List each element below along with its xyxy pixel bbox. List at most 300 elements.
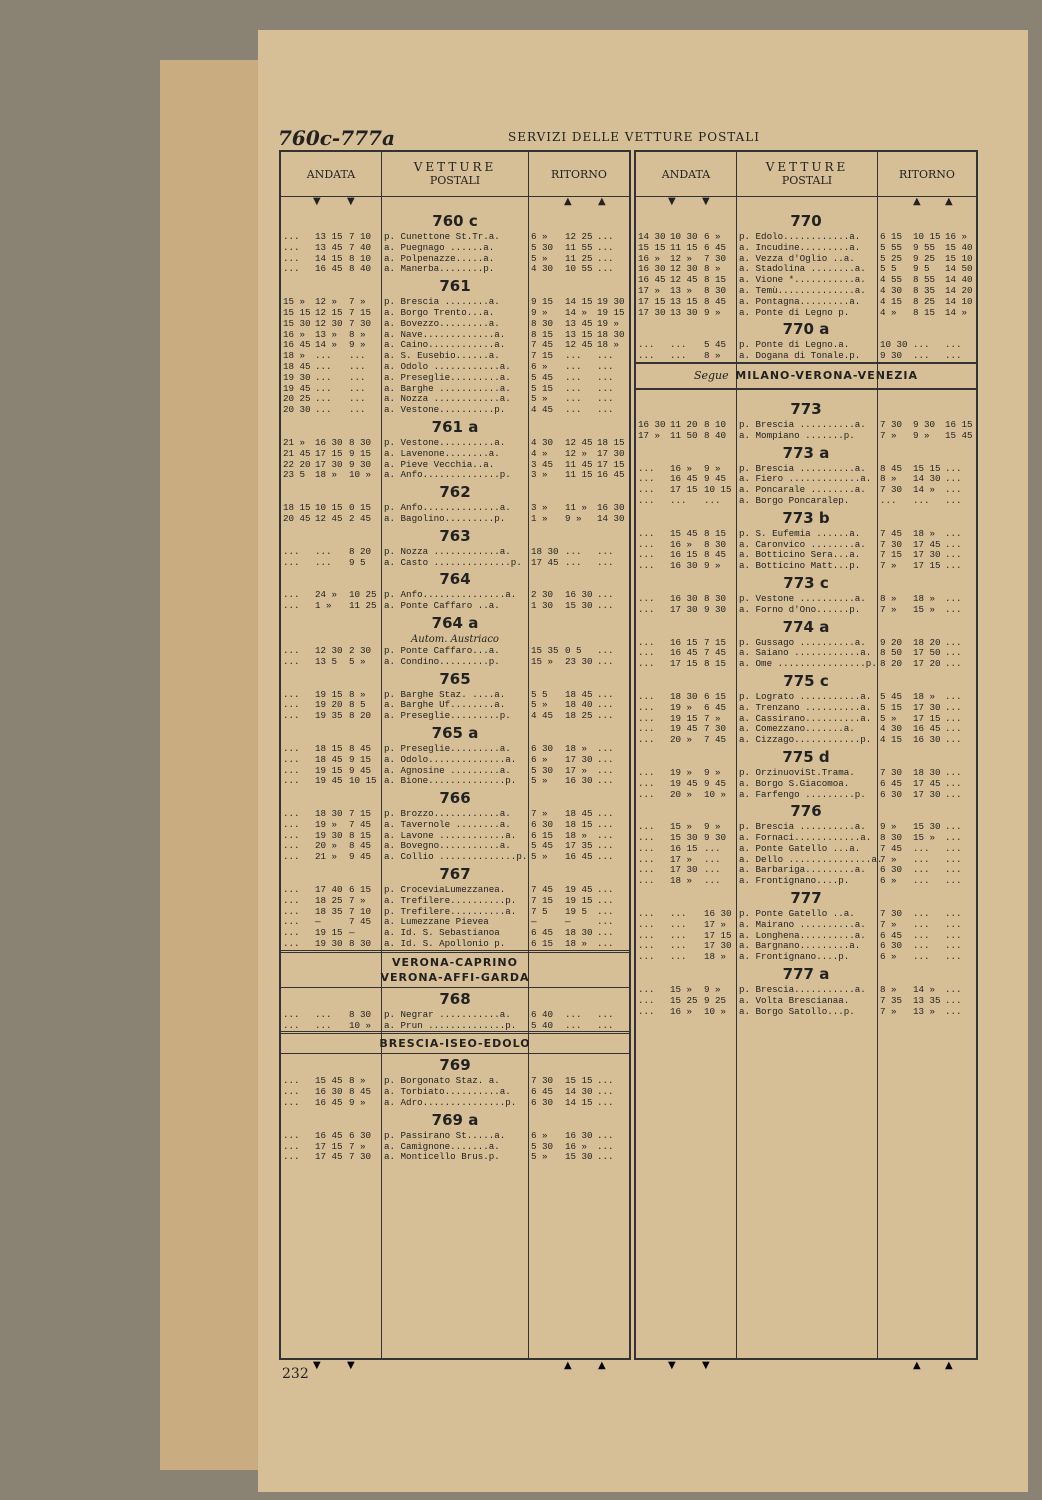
page-title: SERVIZI DELLE VETTURE POSTALI	[508, 130, 761, 144]
ritorno-time: 17 20	[913, 658, 941, 670]
andata-time: 7 15	[349, 808, 372, 820]
line-section-title: VERONA-CAPRINO	[392, 955, 518, 969]
ritorno-time: 6 30	[531, 1097, 554, 1109]
station-name: a. Fornaci............a.	[739, 832, 872, 844]
andata-time: ...	[283, 840, 300, 852]
ritorno-time: ...	[597, 350, 614, 362]
ritorno-time: ...	[597, 884, 614, 896]
station-name: a. Volta Brescianaa.	[739, 994, 850, 1006]
andata-time: ...	[638, 462, 655, 474]
ritorno-time: 6 45	[880, 929, 903, 941]
andata-time: 13 15	[315, 231, 343, 242]
station-name: a. Vione *...........a.	[739, 274, 866, 286]
andata-time: 18 25	[315, 894, 343, 906]
station-name: a. Id. S. Apollonio p.	[384, 938, 506, 950]
ritorno-time: ...	[597, 1075, 614, 1087]
andata-time: 0 15	[349, 502, 372, 514]
ritorno-time: 14 50	[945, 263, 973, 275]
ritorno-time: 4 30	[880, 723, 903, 735]
andata-time: ...	[349, 404, 366, 416]
timetable-row	[281, 776, 629, 787]
route-number: 765 a	[431, 723, 479, 742]
andata-time: 7 15	[349, 306, 372, 318]
andata-time: 7 45	[704, 647, 727, 659]
down-arrow-icon: ▼	[702, 196, 710, 207]
andata-time: ...	[283, 699, 300, 711]
station-name: a. Prun ..............p.	[384, 1019, 517, 1031]
andata-time: 16 15	[670, 842, 698, 854]
andata-time: ...	[638, 494, 655, 506]
andata-time: 20 »	[670, 788, 693, 800]
ritorno-time: ...	[565, 1019, 582, 1031]
andata-time: 20 30	[283, 404, 311, 416]
ritorno-time: 15 »	[531, 655, 554, 667]
ritorno-time: 17 30	[913, 788, 941, 800]
andata-time: 13 15	[670, 295, 698, 307]
andata-time: 9 5	[349, 556, 366, 568]
andata-time: ...	[283, 905, 300, 917]
route-number: 761 a	[431, 417, 479, 436]
timetable-row	[636, 243, 976, 254]
andata-time: 12 30	[315, 317, 343, 329]
timetable-row	[636, 308, 976, 319]
station-name: p. Vestone ..........a.	[739, 592, 866, 604]
ritorno-time: ...	[597, 894, 614, 906]
andata-time: ...	[283, 938, 300, 950]
andata-time: 17 30	[638, 306, 666, 318]
andata-time: 13 »	[315, 328, 338, 340]
andata-time: ...	[283, 829, 300, 841]
ritorno-time: 14 10	[945, 295, 973, 307]
line-section-heading	[281, 950, 629, 988]
andata-time: 13 »	[670, 284, 693, 296]
andata-time: ...	[638, 940, 655, 952]
ritorno-time: 5 15	[531, 382, 554, 394]
andata-time: 16 »	[670, 462, 693, 474]
station-name: p. Anfo...............a.	[384, 589, 517, 601]
andata-time: 18 »	[315, 469, 338, 481]
andata-time: 19 »	[670, 766, 693, 778]
down-arrow-icon: ▼	[347, 1360, 355, 1371]
col-postali-label: POSTALI	[429, 174, 481, 187]
andata-time: 12 30	[315, 644, 343, 656]
andata-time: ...	[638, 690, 655, 702]
col-andata	[281, 152, 381, 196]
ritorno-time: 7 15	[880, 549, 903, 561]
andata-time: ...	[283, 556, 300, 568]
ritorno-time: 6 »	[531, 231, 548, 242]
ritorno-time: ...	[913, 350, 930, 362]
station-name: p. OrzinuoviSt.Trama.	[739, 766, 855, 778]
andata-time: 17 15	[670, 658, 698, 670]
ritorno-time: ...	[597, 916, 614, 928]
ritorno-time: ...	[597, 699, 614, 711]
col-ritorno	[878, 152, 976, 196]
ritorno-time: ...	[945, 853, 962, 865]
ritorno-time: 13 35	[913, 994, 941, 1006]
timetable-row	[281, 449, 629, 460]
andata-time: 19 45	[670, 723, 698, 735]
ritorno-time: 6 15	[531, 938, 554, 950]
ritorno-time: ...	[565, 404, 582, 416]
andata-time: ...	[638, 549, 655, 561]
timetable-row	[636, 876, 976, 887]
ritorno-time: ...	[945, 832, 962, 844]
andata-time: 17 »	[638, 284, 661, 296]
ritorno-time: 5 »	[531, 699, 548, 711]
andata-time: ...	[283, 545, 300, 557]
ritorno-time: 15 »	[913, 603, 936, 615]
ritorno-time: 6 15	[531, 829, 554, 841]
andata-time: 13 5	[315, 655, 338, 667]
ritorno-time: 11 45	[565, 458, 593, 470]
ritorno-time: ...	[945, 603, 962, 615]
timetable-row	[281, 264, 629, 275]
station-name: p. Ponte Gatello ..a.	[739, 908, 855, 920]
andata-time: 15 25	[670, 994, 698, 1006]
andata-time: 7 30	[349, 1151, 372, 1163]
ritorno-time: ...	[565, 382, 582, 394]
ritorno-time: 16 30	[565, 775, 593, 787]
andata-time: ...	[638, 560, 655, 572]
andata-time: 8 45	[704, 295, 727, 307]
andata-time: 8 15	[704, 527, 727, 539]
continuation-note	[636, 362, 976, 390]
station-name: p. Vestone..........a.	[384, 436, 506, 448]
ritorno-time: ...	[945, 712, 962, 724]
station-name: a. Preseglie.........p.	[384, 710, 511, 722]
andata-time: 17 30	[704, 940, 732, 952]
ritorno-time: 18 40	[565, 699, 593, 711]
andata-time: 8 40	[704, 429, 727, 441]
andata-time: 16 30	[670, 560, 698, 572]
ritorno-time: ...	[597, 1008, 614, 1020]
ritorno-time: 5 40	[531, 1019, 554, 1031]
ritorno-time: 6 »	[531, 1129, 548, 1141]
ritorno-time: 4 30	[531, 436, 554, 448]
andata-time: 8 30	[349, 938, 372, 950]
andata-time: 8 45	[349, 742, 372, 754]
andata-time: 21 45	[283, 447, 311, 459]
station-name: a. Longhena..........a.	[739, 929, 866, 941]
station-name: a. Caino............a.	[384, 339, 506, 351]
andata-time: ...	[283, 775, 300, 787]
ritorno-time: 4 30	[880, 284, 903, 296]
up-arrow-icon: ▲	[945, 196, 953, 207]
andata-time: 16 »	[670, 538, 693, 550]
ritorno-time: ...	[945, 560, 962, 572]
andata-time: 17 30	[670, 864, 698, 876]
station-name: a. Ome ................p.	[739, 658, 877, 670]
andata-time: ...	[670, 494, 687, 506]
ritorno-time: 18 45	[565, 808, 593, 820]
andata-time: ...	[283, 589, 300, 601]
route-number: 770	[790, 212, 822, 230]
andata-time: 15 15	[638, 241, 666, 253]
andata-time: ...	[283, 916, 300, 928]
station-name: a. Bovegno...........a.	[384, 840, 511, 852]
ritorno-time: 14 15	[565, 1097, 593, 1109]
andata-time: 16 30	[638, 263, 666, 275]
station-name: p. Ponte di Legno.a.	[739, 339, 850, 351]
andata-time: ...	[638, 734, 655, 746]
ritorno-time: ...	[945, 777, 962, 789]
ritorno-time: ...	[945, 462, 962, 474]
andata-time: 16 »	[670, 1005, 693, 1017]
ritorno-time: 14 »	[945, 306, 968, 318]
page-header	[278, 126, 1018, 150]
andata-time: ...	[283, 1008, 300, 1020]
station-name: p. Borgonato Staz. a.	[384, 1075, 500, 1087]
column-header	[281, 152, 629, 197]
station-name: a. Trenzano ..........a.	[739, 701, 872, 713]
station-name: p. Ponte Caffaro...a.	[384, 644, 500, 656]
station-name: a. Collio ..............p.	[384, 851, 528, 863]
andata-time: 10 »	[704, 788, 727, 800]
andata-time: 17 15	[315, 447, 343, 459]
station-name: a. Bovezzo.........a.	[384, 317, 500, 329]
andata-time: ...	[638, 984, 655, 996]
andata-time: 16 45	[283, 339, 311, 351]
ritorno-time: 5 30	[531, 241, 554, 253]
andata-time: ...	[638, 658, 655, 670]
andata-time: ...	[704, 864, 721, 876]
route-number: 773	[790, 399, 822, 418]
ritorno-time: ...	[565, 556, 582, 568]
andata-time: 18 30	[315, 808, 343, 820]
column-header	[636, 152, 976, 197]
ritorno-time: ...	[945, 339, 962, 351]
andata-time: 19 30	[315, 829, 343, 841]
station-name: a. Mompiano .......p.	[739, 429, 855, 441]
ritorno-time: 9 »	[565, 512, 582, 524]
station-name: a. Polpenazze.....a.	[384, 252, 495, 264]
ritorno-time: 19 45	[565, 884, 593, 896]
ritorno-time: 6 »	[531, 753, 548, 765]
ritorno-time: 15 45	[945, 429, 973, 441]
andata-time: 18 45	[283, 360, 311, 372]
andata-time: 9 »	[704, 462, 721, 474]
ritorno-time: 7 »	[880, 429, 897, 441]
ritorno-time: ...	[945, 821, 962, 833]
ritorno-time: 10 15	[913, 231, 941, 242]
andata-time: 24 »	[315, 589, 338, 601]
ritorno-time: ...	[597, 1129, 614, 1141]
andata-time: 12 15	[315, 306, 343, 318]
andata-time: 19 15	[315, 688, 343, 700]
route-number: 773 c	[783, 573, 829, 592]
andata-time: 17 »	[670, 853, 693, 865]
andata-time: ...	[283, 1086, 300, 1098]
andata-time: 8 10	[704, 418, 727, 430]
ritorno-time: 17 45	[913, 538, 941, 550]
andata-time: ...	[315, 556, 332, 568]
spacer	[636, 390, 976, 398]
andata-time: 16 45	[670, 473, 698, 485]
andata-time: 17 »	[638, 429, 661, 441]
station-name: a. Agnosine .........a.	[384, 764, 511, 776]
station-name: p. Preseglie.........a.	[384, 742, 511, 754]
ritorno-time: 8 30	[880, 832, 903, 844]
ritorno-time: 5 »	[531, 851, 548, 863]
station-name: a. Forno d'Ono......p.	[739, 603, 861, 615]
andata-time: 16 30	[704, 908, 732, 920]
station-name: p. Barghe Staz. ....a.	[384, 688, 506, 700]
andata-time: ...	[638, 777, 655, 789]
andata-time: ...	[638, 842, 655, 854]
ritorno-time: 17 30	[913, 549, 941, 561]
col-vetture-postali	[737, 152, 877, 196]
ritorno-time: 1 »	[531, 512, 548, 524]
andata-time: ...	[638, 875, 655, 887]
andata-time: 18 »	[704, 951, 727, 963]
ritorno-time: 11 25	[565, 252, 593, 264]
station-name: a. Tavernole ........a.	[384, 818, 511, 830]
andata-time: 15 »	[283, 296, 306, 308]
andata-time: 6 15	[349, 884, 372, 896]
up-arrow-icon: ▲	[598, 1360, 606, 1371]
ritorno-time: 17 15	[913, 712, 941, 724]
station-name: a. Torbiato..........a.	[384, 1086, 511, 1098]
andata-time: ...	[283, 231, 300, 242]
route-number: 773 b	[782, 508, 830, 527]
ritorno-time: ...	[945, 734, 962, 746]
timetable-row	[636, 561, 976, 572]
andata-time: 7 »	[349, 296, 366, 308]
andata-time: 18 »	[670, 875, 693, 887]
ritorno-time: 17 30	[565, 753, 593, 765]
col-ritorno	[529, 152, 629, 196]
ritorno-time: 12 45	[565, 436, 593, 448]
station-name: p. Brescia ..........a.	[739, 462, 866, 474]
andata-time: ...	[283, 1075, 300, 1087]
ritorno-time: ...	[597, 688, 614, 700]
andata-time: 17 »	[704, 918, 727, 930]
ritorno-time: 5 »	[880, 712, 897, 724]
route-number: 773 a	[782, 443, 830, 462]
ritorno-time: 18 30	[913, 766, 941, 778]
ritorno-time: ...	[945, 350, 962, 362]
andata-time: 10 25	[349, 589, 377, 601]
ritorno-time: 8 55	[913, 274, 936, 286]
ritorno-time: 5 55	[880, 241, 903, 253]
ritorno-time: 13 15	[565, 328, 593, 340]
andata-time: 9 »	[704, 560, 721, 572]
station-name: a. Anfo..............p.	[384, 469, 511, 481]
route-number: 777	[790, 889, 822, 908]
ritorno-time: 10 55	[565, 263, 593, 275]
andata-time: 7 »	[349, 894, 366, 906]
andata-time: 9 30	[704, 603, 727, 615]
andata-time: 19 15	[670, 712, 698, 724]
route-number: 766	[439, 789, 471, 808]
ritorno-time: 6 15	[880, 231, 903, 242]
station-name: a. Barghe ...........a.	[384, 382, 511, 394]
timetable-row	[636, 431, 976, 442]
ritorno-time: —	[531, 916, 537, 928]
andata-time: ...	[638, 929, 655, 941]
down-arrow-icon: ▼	[313, 196, 321, 207]
line-section-title: BRESCIA-ISEO-EDOLO	[379, 1037, 531, 1051]
ritorno-time: 15 10	[945, 252, 973, 264]
timetable-row	[636, 605, 976, 616]
andata-time: 7 15	[704, 636, 727, 648]
station-name: a. Cassirano..........a.	[739, 712, 872, 724]
station-name: a. Borgo S.Giacomoa.	[739, 777, 850, 789]
col-vetture-postali	[382, 152, 528, 196]
timetable-right	[634, 150, 978, 1371]
ritorno-time: 12 25	[565, 231, 593, 242]
andata-time: ...	[670, 951, 687, 963]
andata-time: —	[315, 916, 321, 928]
andata-time: 19 30	[283, 371, 311, 383]
timetable-row	[636, 703, 976, 714]
andata-time: 7 40	[349, 241, 372, 253]
andata-time: 16 30	[638, 418, 666, 430]
page-id: 760c-777a	[278, 126, 395, 150]
ritorno-time: 18 30	[597, 328, 625, 340]
andata-time: 16 45	[315, 1097, 343, 1109]
station-name: a. Caronvico ........a.	[739, 538, 866, 550]
andata-time: 14 30	[638, 231, 666, 242]
timetable-row	[281, 755, 629, 766]
ritorno-time: 4 15	[880, 295, 903, 307]
ritorno-time: 15 »	[913, 832, 936, 844]
ritorno-time: 9 15	[531, 296, 554, 308]
andata-time: 7 »	[704, 712, 721, 724]
station-name: a. Condino.........p.	[384, 655, 500, 667]
ritorno-time: ...	[597, 1097, 614, 1109]
andata-time: 7 45	[349, 818, 372, 830]
ritorno-time: 7 30	[880, 418, 903, 430]
andata-time: 10 »	[349, 469, 372, 481]
route-number: 775 c	[783, 671, 829, 690]
station-name: a. Lavone ............a.	[384, 829, 517, 841]
timetable-row	[636, 952, 976, 963]
andata-time: ...	[638, 908, 655, 920]
andata-time: ...	[638, 788, 655, 800]
andata-time: ...	[283, 710, 300, 722]
andata-time: 2 30	[349, 644, 372, 656]
andata-time: 19 45	[315, 775, 343, 787]
ritorno-time: ...	[597, 1151, 614, 1163]
andata-time: 13 45	[315, 241, 343, 253]
route-number: 762	[439, 483, 471, 502]
andata-time: 11 15	[670, 241, 698, 253]
ritorno-time: 4 15	[880, 734, 903, 746]
ritorno-time: 6 30	[880, 940, 903, 952]
andata-time: 19 »	[670, 701, 693, 713]
andata-time: 20 25	[283, 393, 311, 405]
andata-time: 20 »	[315, 840, 338, 852]
andata-time: 8 30	[704, 538, 727, 550]
ritorno-time: 6 30	[880, 788, 903, 800]
ritorno-time: 7 45	[531, 884, 554, 896]
ritorno-time: ...	[597, 393, 614, 405]
andata-time: 8 30	[349, 436, 372, 448]
ritorno-time: 17 35	[565, 840, 593, 852]
station-name: a. Mairano ..........a.	[739, 918, 866, 930]
ritorno-time: ...	[597, 1019, 614, 1031]
route-number: 767	[439, 865, 471, 884]
andata-time: ...	[315, 1008, 332, 1020]
up-arrow-icon: ▲	[564, 196, 572, 207]
timetable-right-body	[636, 210, 976, 1017]
ritorno-time: ...	[597, 742, 614, 754]
andata-time: 8 45	[349, 1086, 372, 1098]
ritorno-time: 7 45	[880, 527, 903, 539]
andata-time: 16 »	[638, 252, 661, 264]
